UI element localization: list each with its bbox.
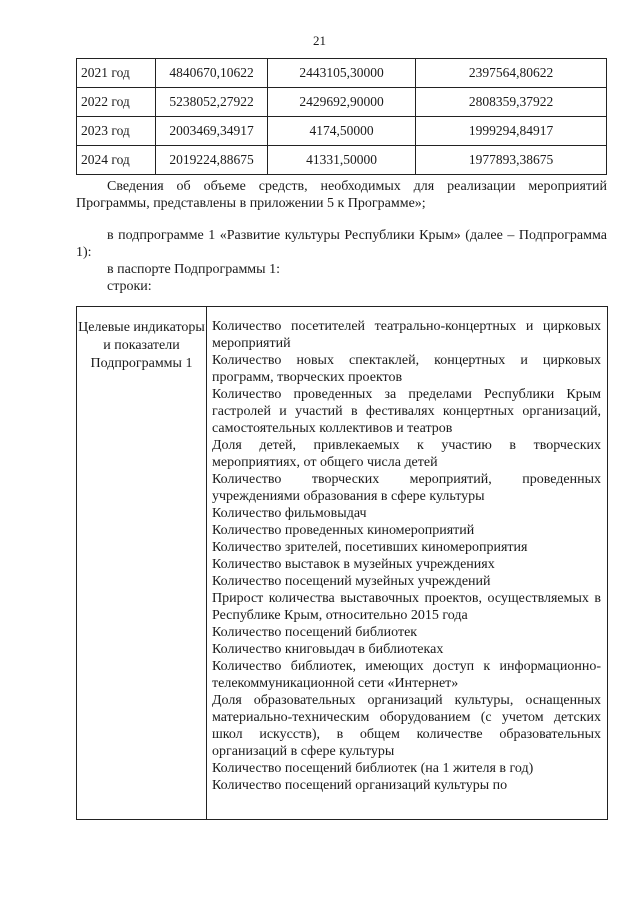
indicator-item: Количество проведенных киномероприятий xyxy=(212,523,475,538)
amount-cell: 2397564,80622 xyxy=(416,59,607,88)
total-cell: 2003469,34917 xyxy=(156,117,268,146)
page-number: 21 xyxy=(313,33,326,48)
paragraph-rows: строки: xyxy=(107,279,152,294)
table-row xyxy=(77,88,607,117)
total-cell: 4840670,10622 xyxy=(156,59,268,88)
indicator-item: Количество посетителей театрально-концертных и цирковых мероприятий xyxy=(212,319,601,351)
paragraph-subprogram: в подпрограмме 1 «Развитие культуры Республики Крым» (далее – Подпрограмма 1): xyxy=(76,228,607,260)
indicator-item: Количество посещений библиотек (на 1 жителя в год) xyxy=(212,761,534,776)
total-cell: 5238052,27922 xyxy=(156,88,268,117)
amount-cell: 2808359,37922 xyxy=(416,88,607,117)
indicator-item: Количество выставок в музейных учреждениях xyxy=(212,557,495,572)
total-cell: 2019224,88675 xyxy=(156,146,268,175)
indicator-item: Количество посещений библиотек xyxy=(212,625,418,640)
indicators-label: Целевые индикаторы и показатели Подпрограммы 1 xyxy=(77,307,207,819)
table-row xyxy=(77,59,607,88)
indicator-item: Количество посещений музейных учреждений xyxy=(212,574,491,589)
amount-cell: 1977893,38675 xyxy=(416,146,607,175)
year-cell: 2023 год xyxy=(77,117,156,146)
amount-cell: 2429692,90000 xyxy=(268,88,416,117)
indicator-item: Количество библиотек, имеющих доступ к информационно-телекоммуникационной сети «Интернет» xyxy=(212,659,601,691)
amount-cell: 2443105,30000 xyxy=(268,59,416,88)
indicator-item: Количество фильмовыдач xyxy=(212,506,367,521)
amount-cell: 4174,50000 xyxy=(268,117,416,146)
indicators-list xyxy=(208,318,607,794)
finance-table xyxy=(76,58,607,175)
indicator-item: Количество творческих мероприятий, проведенных учреждениями образования в сфере культуры xyxy=(212,472,601,504)
indicator-item: Прирост количества выставочных проектов, осуществляемых в Республике Крым, относительно 2015 года xyxy=(212,591,601,623)
indicator-item: Количество книговыдач в библиотеках xyxy=(212,642,444,657)
year-cell: 2022 год xyxy=(77,88,156,117)
indicator-item: Количество проведенных за пределами Республики Крым гастролей и участий в фестивалях концертных организаций, самостоятельных коллективов и театров xyxy=(212,387,601,436)
indicator-item: Доля детей, привлекаемых к участию в творческих мероприятиях, от общего числа детей xyxy=(212,438,601,470)
year-cell: 2021 год xyxy=(77,59,156,88)
indicator-item: Количество зрителей, посетивших киномероприятия xyxy=(212,540,528,555)
table-row xyxy=(77,146,607,175)
paragraph-funding-info: Сведения об объеме средств, необходимых для реализации мероприятий Программы, представлены в приложении 5 к Программе»; xyxy=(76,179,607,211)
indicator-item: Количество посещений организаций культуры по xyxy=(212,778,508,793)
indicators-table xyxy=(76,306,608,820)
paragraph-passport: в паспорте Подпрограммы 1: xyxy=(107,262,280,277)
amount-cell: 1999294,84917 xyxy=(416,117,607,146)
amount-cell: 41331,50000 xyxy=(268,146,416,175)
table-row xyxy=(77,117,607,146)
indicator-item: Доля образовательных организаций культуры, оснащенных материально-техническим оборудованием (с учетом детских школ искусств), в общем количестве образовательных организаций в сфере культуры xyxy=(212,693,601,759)
year-cell: 2024 год xyxy=(77,146,156,175)
indicator-item: Количество новых спектаклей, концертных и цирковых программ, творческих проектов xyxy=(212,353,601,385)
